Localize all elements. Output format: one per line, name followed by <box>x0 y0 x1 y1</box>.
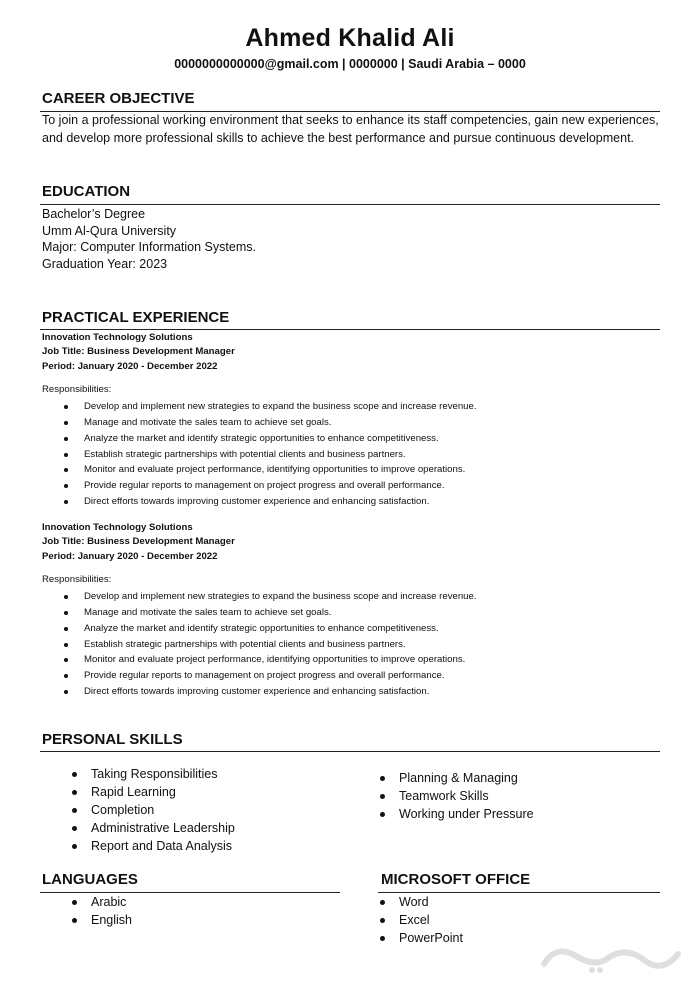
languages-title: LANGUAGES <box>42 871 138 888</box>
list-item: Excel <box>377 911 463 929</box>
responsibilities-list <box>42 399 477 510</box>
job-entry <box>42 331 477 510</box>
skills-list-left <box>69 765 235 855</box>
education-major: Major: Computer Information Systems. <box>42 240 256 254</box>
list-item: Monitor and evaluate project performance, identifying opportunities to improve operations. <box>42 462 477 478</box>
list-item: Analyze the market and identify strategic opportunities to enhance competitiveness. <box>42 431 477 447</box>
list-item: Develop and implement new strategies to expand the business scope and increase revenue. <box>42 589 477 605</box>
list-item: Monitor and evaluate project performance, identifying opportunities to improve operations. <box>42 652 477 668</box>
job-entry <box>42 521 477 700</box>
job-period: Period: January 2020 - December 2022 <box>42 360 218 372</box>
contact-line: 0000000000000@gmail.com | 0000000 | Saudi Arabia – 0000 <box>174 57 526 71</box>
responsibilities-list <box>42 589 477 700</box>
resume-name: Ahmed Khalid Ali <box>245 24 455 52</box>
list-item: Working under Pressure <box>377 805 534 823</box>
list-item: Analyze the market and identify strategic opportunities to enhance competitiveness. <box>42 621 477 637</box>
job-company: Innovation Technology Solutions <box>42 522 193 533</box>
section-divider <box>40 204 660 205</box>
list-item: Arabic <box>69 893 132 911</box>
career-objective-title: CAREER OBJECTIVE <box>42 90 195 107</box>
list-item: Taking Responsibilities <box>69 765 235 783</box>
section-divider <box>40 329 660 330</box>
job-company: Innovation Technology Solutions <box>42 332 193 343</box>
list-item: Manage and motivate the sales team to achieve set goals. <box>42 605 477 621</box>
list-item: Direct efforts towards improving customer experience and enhancing satisfaction. <box>42 684 477 700</box>
list-item: PowerPoint <box>377 929 463 947</box>
list-item: Rapid Learning <box>69 783 235 801</box>
list-item: Manage and motivate the sales team to achieve set goals. <box>42 415 477 431</box>
education-degree: Bachelor’s Degree <box>42 207 146 221</box>
section-divider <box>40 751 660 752</box>
job-period: Period: January 2020 - December 2022 <box>42 550 218 562</box>
responsibilities-label: Responsibilities: <box>42 573 112 585</box>
list-item: Planning & Managing <box>377 769 534 787</box>
list-item: Administrative Leadership <box>69 819 235 837</box>
education-university: Umm Al-Qura University <box>42 223 177 238</box>
education-title: EDUCATION <box>42 183 131 200</box>
responsibilities-label: Responsibilities: <box>42 383 112 395</box>
list-item: English <box>69 911 132 929</box>
list-item: Establish strategic partnerships with potential clients and business partners. <box>42 447 477 463</box>
list-item: Word <box>377 893 463 911</box>
job-title: Job Title: Business Development Manager <box>42 346 235 358</box>
skills-list-right <box>377 769 534 823</box>
languages-list <box>69 893 132 929</box>
skills-title: PERSONAL SKILLS <box>42 731 183 748</box>
list-item: Report and Data Analysis <box>69 837 235 855</box>
list-item: Develop and implement new strategies to expand the business scope and increase revenue. <box>42 399 477 415</box>
education-graduation-year: Graduation Year: 2023 <box>42 256 168 271</box>
microsoft-office-list <box>377 893 463 947</box>
microsoft-office-title: MICROSOFT OFFICE <box>381 871 531 888</box>
list-item: Teamwork Skills <box>377 787 534 805</box>
list-item: Completion <box>69 801 235 819</box>
list-item: Provide regular reports to management on project progress and overall performance. <box>42 478 477 494</box>
list-item: Establish strategic partnerships with potential clients and business partners. <box>42 637 477 653</box>
experience-title: PRACTICAL EXPERIENCE <box>42 309 230 326</box>
education-block <box>42 206 256 272</box>
list-item: Direct efforts towards improving customer experience and enhancing satisfaction. <box>42 494 477 510</box>
haraj-watermark-logo <box>536 936 686 976</box>
job-title: Job Title: Business Development Manager <box>42 536 235 548</box>
list-item: Provide regular reports to management on project progress and overall performance. <box>42 668 477 684</box>
career-objective-text: To join a professional working environment that seeks to enhance its staff competencies, gain new experiences, and develop more professional skills to achieve the best performance and pursue continuous development. <box>42 113 659 145</box>
